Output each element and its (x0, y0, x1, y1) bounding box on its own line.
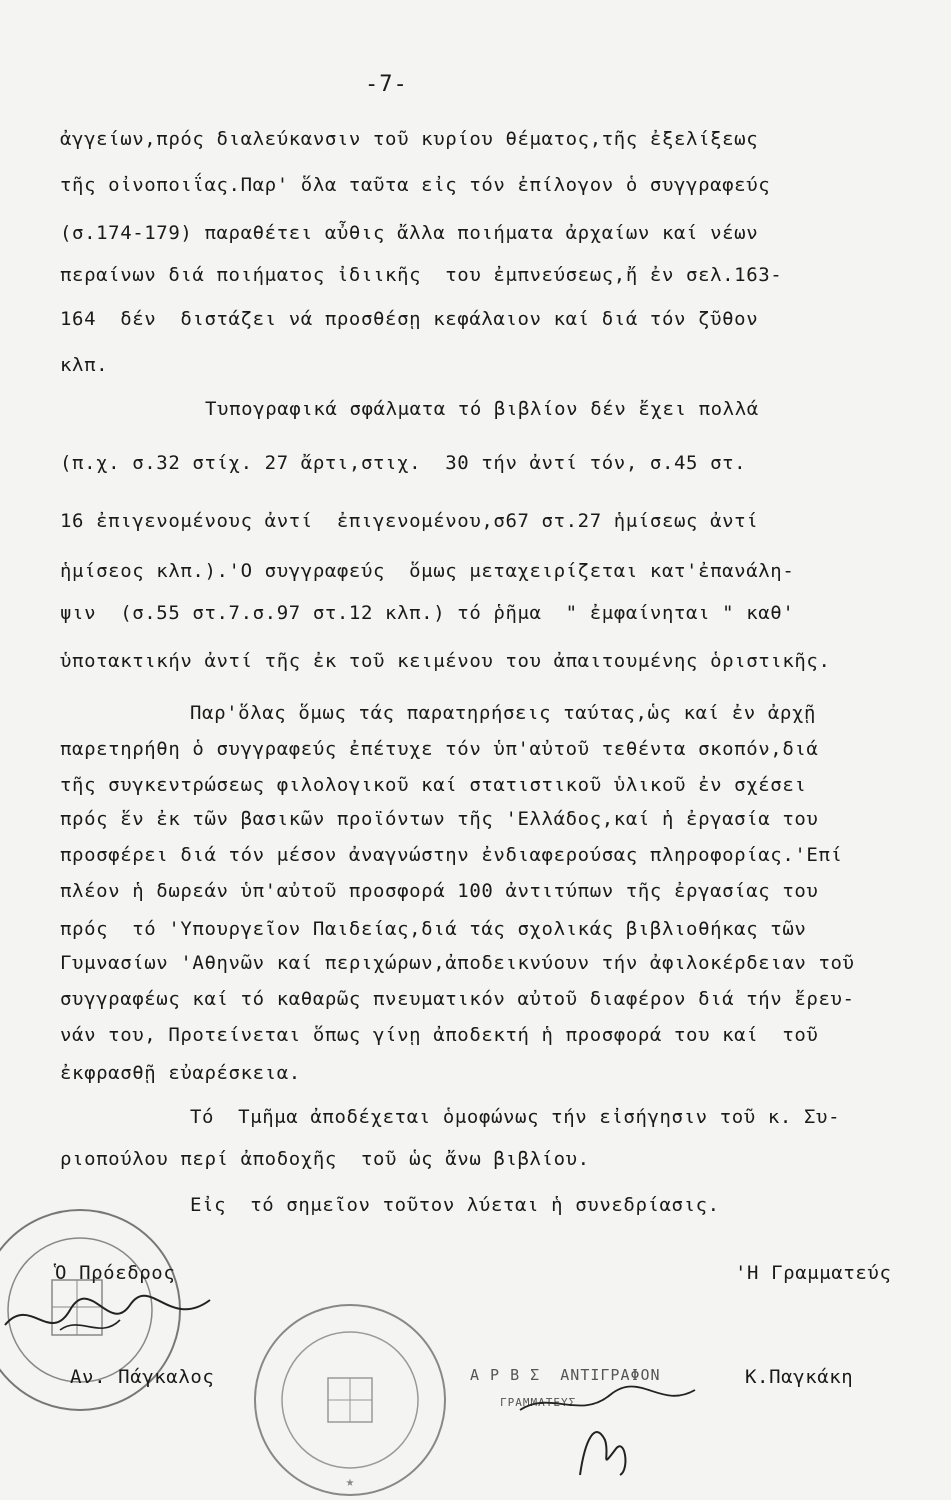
right-seal-stamp (250, 1300, 450, 1500)
text-line-4: περαίνων διά ποιήματος ἰδιικῆς του ἐμπνεύσεως,ἤ ἐν σελ.163- (60, 264, 783, 286)
text-line-23: ἐκφρασθῇ εὐαρέσκεια. (60, 1062, 301, 1084)
text-line-9: 16 ἐπιγενομένους ἀντί ἐπιγενομένου,σ67 στ.27 ἡμίσεως ἀντί (60, 510, 759, 532)
secretary-name: Κ.Παγκάκη (745, 1366, 854, 1388)
certifier-signature (510, 1380, 710, 1490)
text-line-3: (σ.174-179) παραθέτει αὖθις ἄλλα ποιήματα ἀρχαίων καί νέων (60, 222, 759, 244)
president-signature (0, 1285, 220, 1355)
text-line-17: προσφέρει διά τόν μέσον ἀναγνώστην ἐνδιαφερούσας πληροφορίας.'Επί (60, 844, 843, 866)
text-line-12: ὑποτακτικήν ἀντί τῆς ἐκ τοῦ κειμένου του ἀπαιτουμένης ὁριστικῆς. (60, 650, 831, 672)
copy-stamp-line2: ΓΡΑΜΜΑΤΕΥΣ (500, 1396, 577, 1409)
text-line-10: ἡμίσεος κλπ.).'Ο συγγραφεύς ὅμως μεταχειρίζεται κατ'ἐπανάλη- (60, 560, 795, 582)
text-line-16: πρός ἕν ἐκ τῶν βασικῶν προϊόντων τῆς 'Ελλάδος,καί ἡ ἐργασία του (60, 808, 819, 830)
text-line-11: ψιν (σ.55 στ.7.σ.97 στ.12 κλπ.) τό ῥῆμα " ἐμφαίνηται " καθ' (60, 602, 795, 624)
text-line-20: Γυμνασίων 'Αθηνῶν καί περιχώρων,ἀποδεικνύουν τήν ἀφιλοκέρδειαν τοῦ (60, 952, 855, 974)
text-line-2: τῆς οἰνοποιΐας.Παρ' ὅλα ταῦτα εἰς τόν ἐπίλογον ὁ συγγραφεύς (60, 174, 771, 196)
secretary-title: 'Η Γραμματεύς (735, 1262, 892, 1284)
president-title: Ὁ Πρόεδρος (55, 1262, 176, 1284)
text-line-13: Παρ'ὅλας ὅμως τάς παρατηρήσεις ταύτας,ὡς καί ἐν ἀρχῇ (190, 702, 817, 724)
text-line-26: Εἰς τό σημεῖον τοῦτον λύεται ἡ συνεδρίασις. (190, 1194, 720, 1216)
text-line-21: συγγραφέως καί τό καθαρῶς πνευματικόν αὐτοῦ διαφέρον διά τήν ἔρευ- (60, 988, 855, 1010)
text-line-15: τῆς συγκεντρώσεως φιλολογικοῦ καί στατιστικοῦ ὑλικοῦ ἐν σχέσει (60, 774, 807, 796)
text-line-14: παρετηρήθη ὁ συγγραφεύς ἐπέτυχε τόν ὑπ'αὐτοῦ τεθέντα σκοπόν,διά (60, 738, 819, 760)
text-line-5: 164 δέν διστάζει νά προσθέσῃ κεφάλαιον καί διά τόν ζῦθον (60, 308, 759, 330)
text-line-24: Τό Τμῆμα ἀποδέχεται ὁμοφώνως τήν εἰσήγησιν τοῦ κ. Συ- (190, 1106, 841, 1128)
text-line-7: Τυπογραφικά σφάλματα τό βιβλίον δέν ἔχει πολλά (205, 398, 759, 420)
text-line-19: πρός τό 'Υπουργεῖον Παιδείας,διά τάς σχολικάς βιβλιοθήκας τῶν (60, 918, 807, 940)
text-line-8: (π.χ. σ.32 στίχ. 27 ἄρτι,στιχ. 30 τήν ἀντί τόν, σ.45 στ. (60, 452, 747, 474)
text-line-22: νάν του, Προτείνεται ὅπως γίνῃ ἀποδεκτή ἡ προσφορά του καί τοῦ (60, 1024, 819, 1046)
text-line-18: πλέον ἡ δωρεάν ὑπ'αὐτοῦ προσφορά 100 ἀντιτύπων τῆς ἐργασίας του (60, 880, 819, 902)
svg-text:★: ★ (345, 1474, 355, 1490)
text-line-1: ἀγγείων,πρός διαλεύκανσιν τοῦ κυρίου θέματος,τῆς ἐξελίξεως (60, 128, 759, 150)
president-name: Αν. Πάγκαλος (70, 1366, 215, 1388)
page-number: -7- (365, 72, 408, 97)
text-line-6: κλπ. (60, 354, 109, 376)
copy-stamp-line1: Α Ρ Β Σ ΑΝΤΙΓΡΑΦΟΝ (470, 1366, 661, 1384)
text-line-25: ριοπούλου περί ἀποδοχῆς τοῦ ὡς ἄνω βιβλίου. (60, 1148, 590, 1170)
